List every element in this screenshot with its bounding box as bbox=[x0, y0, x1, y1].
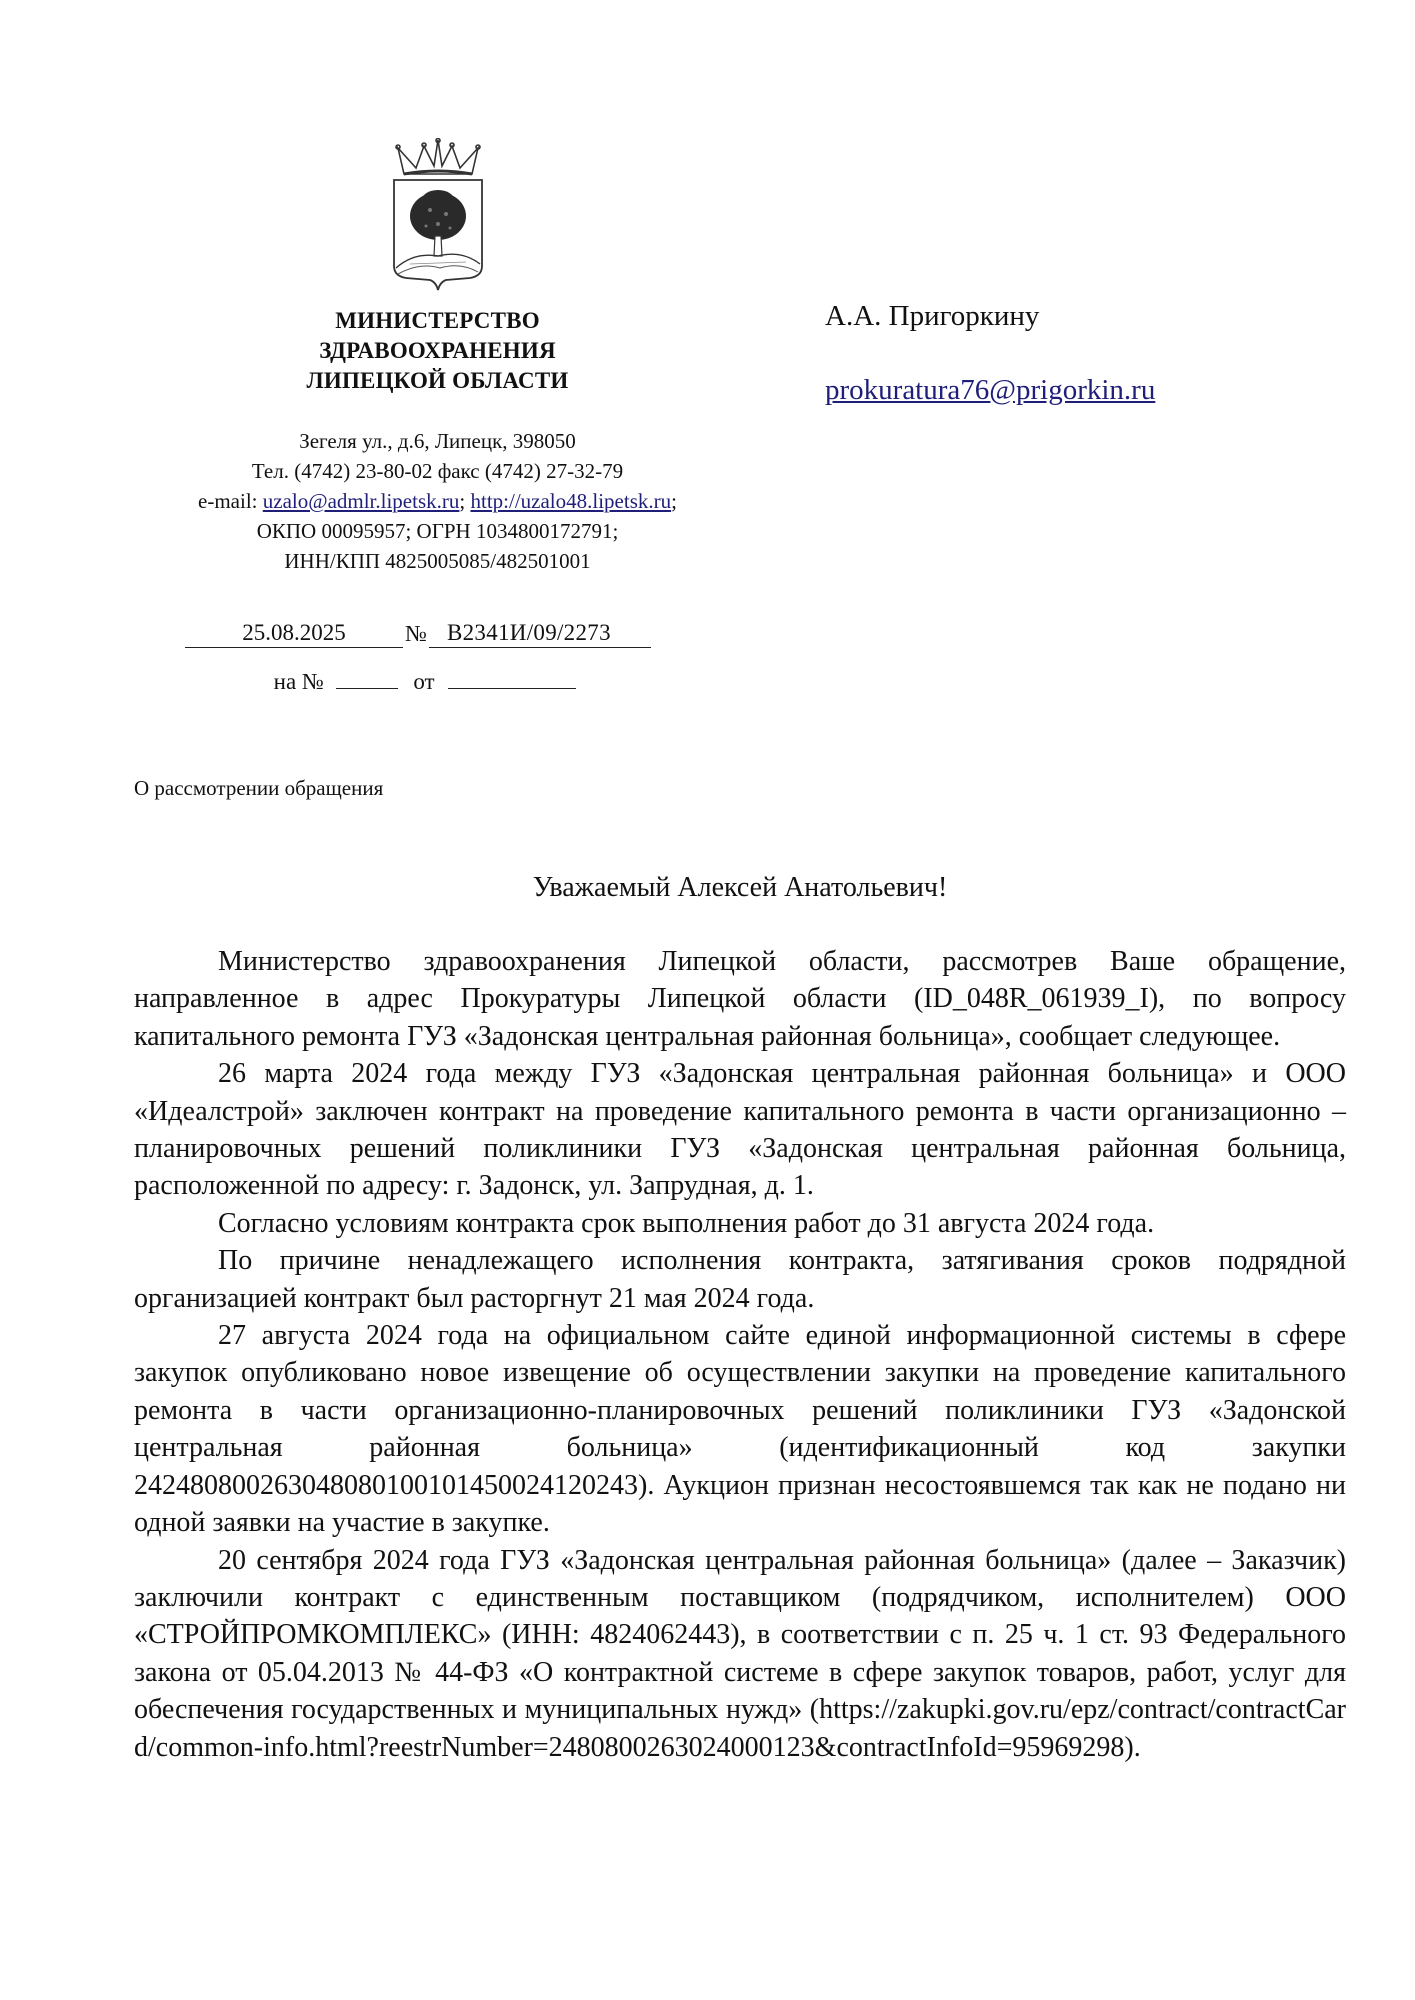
registration-block bbox=[185, 620, 665, 695]
reply-reference-row bbox=[185, 668, 665, 695]
ministry-name-line: МИНИСТЕРСТВО bbox=[335, 308, 540, 333]
letterhead bbox=[130, 138, 745, 576]
body-paragraph-text: 20 сентября 2024 года ГУЗ «Задонская центральная районная больница» (далее – Заказчик) заключили контракт с единственным поставщиком (подрядчиком, исполнителем) ООО «СТРОЙПРОМКОМПЛЕКС» (ИНН: 4824062443), в соответствии с п. 25 ч. 1 ст. 93 Федерального закона от 05.04.2013 № 44-ФЗ «О контрактной системе в сфере закупок товаров, работ, услуг для обеспечения государственных и муниципальных нужд» bbox=[134, 1544, 1346, 1726]
body-paragraph: Министерство здравоохранения Липецкой области, рассмотрев Ваше обращение, направленное в адрес Прокуратуры Липецкой области (ID_048R_061939_I), по вопросу капитального ремонта ГУЗ «Задонская центральная районная больница», сообщает следующее. bbox=[134, 946, 1346, 1052]
reply-to-label: на № bbox=[273, 669, 324, 694]
body-paragraph bbox=[134, 1542, 1346, 1766]
recipient-name: А.А. Пригоркину bbox=[825, 300, 1040, 332]
letter-body bbox=[134, 943, 1346, 1766]
body-paragraph: По причине ненадлежащего исполнения контракта, затягивания сроков подрядной организацией контракт был расторгнут 21 мая 2024 года. bbox=[134, 1245, 1346, 1314]
ministry-email-link[interactable]: uzalo@admlr.lipetsk.ru bbox=[262, 489, 460, 513]
recipient-block bbox=[825, 298, 1155, 408]
coat-of-arms-icon bbox=[390, 138, 486, 296]
ministry-name-line: ЛИПЕЦКОЙ ОБЛАСТИ bbox=[306, 368, 569, 393]
ministry-website-link[interactable]: http://uzalo48.lipetsk.ru bbox=[470, 489, 672, 513]
zakupki-contract-url: (https://zakupki.gov.ru/epz/contract/contractCard/common-info.html?reestrNumber=2480800263024000123&contractInfoId=95969298). bbox=[134, 1694, 1346, 1763]
ministry-name bbox=[130, 306, 745, 396]
ministry-phone-fax: Тел. (4742) 23-80-02 факс (4742) 27-32-79 bbox=[251, 459, 624, 483]
separator: ; bbox=[671, 489, 677, 513]
reply-date-blank bbox=[448, 668, 576, 689]
recipient-email-link[interactable]: prokuratura76@prigorkin.ru bbox=[825, 374, 1156, 406]
ministry-address: Зегеля ул., д.6, Липецк, 398050 bbox=[299, 429, 576, 453]
body-paragraph: Согласно условиям контракта срок выполнения работ до 31 августа 2024 года. bbox=[218, 1207, 1155, 1239]
letter-subject: О рассмотрении обращения bbox=[134, 776, 384, 800]
ministry-okpo-ogrn: ОКПО 00095957; ОГРН 1034800172791; bbox=[256, 519, 619, 543]
outgoing-date: 25.08.2025 bbox=[185, 620, 403, 648]
reply-number-blank bbox=[336, 668, 398, 689]
reply-from-label: от bbox=[413, 669, 435, 694]
ministry-inn-kpp: ИНН/КПП 4825005085/482501001 bbox=[284, 549, 591, 573]
number-sign: № bbox=[405, 621, 427, 646]
registration-row bbox=[185, 620, 665, 648]
separator: ; bbox=[459, 489, 471, 513]
ministry-email-web-line bbox=[130, 486, 745, 516]
salutation: Уважаемый Алексей Анатольевич! bbox=[532, 872, 948, 903]
ministry-contacts bbox=[130, 426, 745, 576]
body-paragraph: 26 марта 2024 года между ГУЗ «Задонская центральная районная больница» и ООО «Идеалстрой» заключен контракт на проведение капитального ремонта в части организационно – планировочных решений поликлиники ГУЗ «Задонская центральная районная больница, расположенной по адресу: г. Задонск, ул. Запрудная, д. 1. bbox=[134, 1058, 1346, 1202]
body-paragraph: 27 августа 2024 года на официальном сайте единой информационной системы в сфере закупок опубликовано новое извещение об осуществлении закупки на проведение капитального ремонта в части организационно-планировочных решений поликлиники ГУЗ «Задонской центральная районная больница» (идентификационный код закупки 242480800263048080100101450024120243). Аукцион признан несостоявшемся так как не подано ни одной заявки на участие в закупке. bbox=[134, 1320, 1346, 1539]
email-label: e-mail: bbox=[198, 489, 263, 513]
outgoing-number: B2341И/09/2273 bbox=[429, 620, 651, 648]
ministry-name-line: ЗДРАВООХРАНЕНИЯ bbox=[319, 338, 556, 363]
